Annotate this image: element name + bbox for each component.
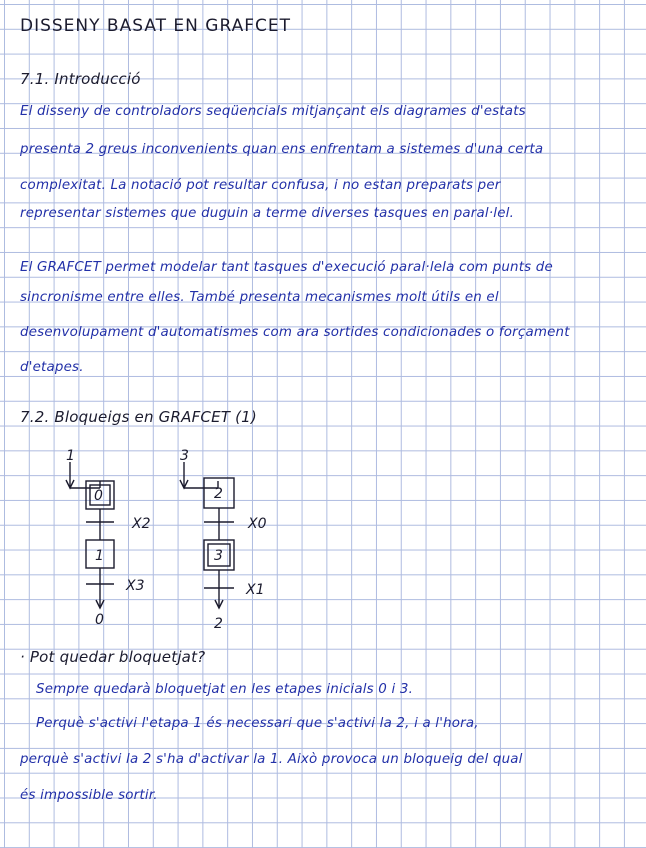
right-entry-label: 3 — [180, 448, 189, 464]
answer-line: Sempre quedarà bloquetjat en les etapes inicials 0 i 3. — [36, 682, 414, 697]
paragraph-line: El GRAFCET permet modelar tant tasques d'execució paral·lela com punts de — [20, 260, 553, 275]
answer-line: és impossible sortir. — [20, 788, 158, 803]
step-2-label: 2 — [214, 486, 223, 502]
transition-x0-label: X0 — [248, 516, 267, 532]
paragraph-line: d'etapes. — [20, 360, 84, 375]
section-heading-introduccio: 7.1. Introducció — [20, 70, 141, 88]
paragraph-line: desenvolupament d'automatismes com ara sortides condicionades o forçament — [20, 325, 570, 340]
grafcet-right — [180, 462, 234, 608]
grafcet-left — [66, 462, 114, 608]
left-entry-label: 1 — [66, 448, 75, 464]
paragraph-line: El disseny de controladors seqüencials mitjançant els diagrames d'estats — [20, 104, 526, 119]
paragraph-line: representar sistemes que duguin a terme diverses tasques en paral·lel. — [20, 206, 515, 221]
page-title: DISSENY BASAT EN GRAFCET — [20, 16, 291, 36]
paragraph-line: presenta 2 greus inconvenients quan ens enfrentam a sistemes d'una certa — [20, 142, 544, 157]
answer-line: Perquè s'activi l'etapa 1 és necessari que s'activi la 2, i a l'hora, — [36, 716, 479, 731]
paragraph-line: complexitat. La notació pot resultar confusa, i no estan preparats per — [20, 178, 501, 193]
transition-x2-label: X2 — [132, 516, 151, 532]
answer-line: perquè s'activi la 2 s'ha d'activar la 1. Això provoca un bloqueig del qual — [20, 752, 523, 767]
step-3-label: 3 — [214, 548, 223, 564]
transition-x1-label: X1 — [246, 582, 265, 598]
right-exit-label: 2 — [214, 616, 223, 632]
transition-x3-label: X3 — [126, 578, 145, 594]
step-1-label: 1 — [95, 548, 104, 564]
left-exit-label: 0 — [95, 612, 104, 628]
question-text: · Pot quedar bloquetjat? — [20, 648, 206, 666]
step-0-label: 0 — [94, 488, 103, 504]
paragraph-line: sincronisme entre elles. També presenta mecanismes molt útils en el — [20, 290, 499, 305]
section-heading-bloqueigs: 7.2. Bloqueigs en GRAFCET (1) — [20, 408, 257, 426]
grafcet-diagram — [50, 448, 290, 638]
